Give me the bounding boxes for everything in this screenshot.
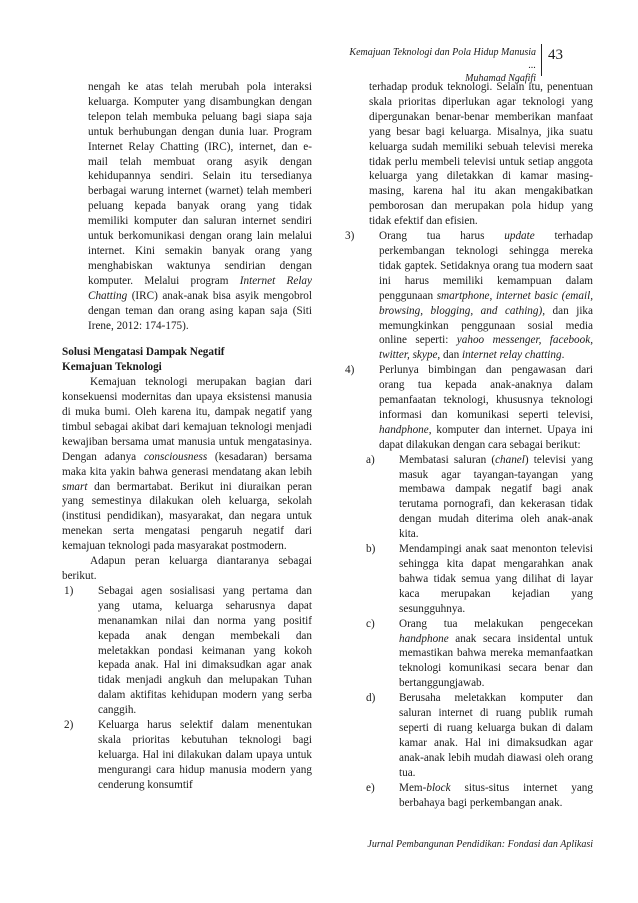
right-column <box>343 80 593 810</box>
section-heading: Solusi Mengatasi Dampak Negatif Kemajuan Teknologi <box>62 346 225 374</box>
list-item: 2) Keluarga harus selektif dalam menentukan skala prioritas kebutuhan teknologi bagi keluarga. Hal ini dilakukan dalam upaya untuk mengurangi cara hidup manusia modern yang cenderung konsumtif <box>64 719 312 791</box>
list-item: 4) Perlunya bimbingan dan pengawasan dari orang tua kepada anak-anaknya dalam pemanfaatan teknologi, khususnya teknologi informasi dan komunikasi seperti televisi, handphone, komputer dan internet. Upaya ini dapat dilakukan dengan cara sebagai berikut: <box>345 364 593 451</box>
sub-list-item: a) Membatasi saluran (chanel) televisi yang masuk agar tayangan-tayangan yang membawa dampak negatif bagi anak terutama pornografi, dan kekerasan tidak dengan mudah diterima oleh anak-anak kita. <box>366 453 593 541</box>
list-item: 3) Orang tua harus update terhadap perkembangan teknologi sehingga mereka tidak gaptek. Setidaknya orang tua modern saat ini harus memiliki kemampuan dalam penggunaan smartphone, internet basic (email, browsing, blogging, and cathing), dan jika memungkinkan penggunaan sosial media online seperti: yahoo messenger, facebook, twitter, skype, dan internet relay chatting. <box>345 230 594 362</box>
sub-list-item: c) Orang tua melakukan pengecekan handphone anak secara insidental untuk memastikan bahwa mereka memanfaatkan teknologi komunikasi secara benar dan bertanggungjawab. <box>366 617 593 690</box>
header-title: Kemajuan Teknologi dan Pola Hidup Manusia ... <box>349 47 536 71</box>
list-item: 1) Sebagai agen sosialisasi yang pertama dan yang utama, keluarga seharusnya dapat menanamkan nilai dan norma yang positif kepada anak dengan membekali dan meletakkan pondasi keimanan yang kokoh kepada anak. Hal ini dimaksudkan agar anak tidak menjadi angkuh dan melupakan Tuhan dalam aktifitas kehidupan modern yang serba canggih. <box>64 584 312 717</box>
continued-paragraph: terhadap produk teknologi. Selain itu, penentuan skala prioritas diperlukan agar teknologi yang dipergunakan benar-benar memberikan manfaat yang besar bagi keluarga. Misalnya, jika suatu keluarga sudah memiliki sebuah televisi mereka tidak perlu membeli televisi untuk setiap anggota keluarga yang diletakkan di kamar masing-masing, karena hal itu akan mengakibatkan pemborosan dan merupakan pola hidup yang tidak efektif dan efisien. <box>369 81 593 228</box>
sub-list-item: d) Berusaha meletakkan komputer dan saluran internet di ruang publik rumah seperti di ruang keluarga bukan di dalam kamar anak. Hal ini dimaksudkan agar anak-anak lebih mudah diawasi oleh orang tua. <box>366 692 593 779</box>
paragraph-2: Adapun peran keluarga diantaranya sebagai berikut. <box>62 555 312 582</box>
page-number: 43 <box>548 47 563 63</box>
header-divider <box>541 44 542 76</box>
journal-footer: Jurnal Pembangunan Pendidikan: Fondasi dan Aplikasi <box>367 839 593 850</box>
sub-list-item: e) Mem-block situs-situs internet yang berbahaya bagi perkembangan anak. <box>366 781 593 809</box>
sub-list-item: b) Mendampingi anak saat menonton televisi sehingga kita dapat mengarahkan anak bahwa tidak semua yang dilihat di layar kaca merupakan kejadian yang sesungguhnya. <box>366 543 593 615</box>
left-column <box>62 80 312 793</box>
header-author: Muhamad Ngafifi <box>465 73 536 84</box>
paragraph-1: Kemajuan teknologi merupakan bagian dari konsekuensi modernitas dan upaya eksistensi manusia di muka bumi. Oleh karena itu, dampak negatif yang timbul sebagai akibat dari kemajuan teknologi menjadi kewajiban bersama umat manusia untuk mengatasinya. Dengan adanya consciousness (kesadaran) bersama maka kita yakin bahwa generasi mendatang akan lebih smart dan bermartabat. Berikut ini diuraikan peran yang semestinya dilakukan oleh keluarga, sekolah (institusi pendidikan), masyarakat, dan negara untuk menekan serta mengatasi pengaruh negatif dari kemajuan teknologi pada masyarakat postmodern. <box>62 376 312 553</box>
continued-paragraph: nengah ke atas telah merubah pola interaksi keluarga. Komputer yang disambungkan dengan telepon telah membuka peluang bagi siapa saja untuk berhubungan dengan dunia luar. Program Internet Relay Chatting (IRC), internet, dan e-mail telah membuat orang asyik dengan kehidupannya sendiri. Selain itu tersedianya berbagai warung internet (warnet) telah memberi peluang kepada banyak orang yang tidak memiliki komputer dan saluran internet sendiri untuk berkomunikasi dengan orang lain melalui internet. Kini semakin banyak orang yang menghabiskan waktunya sendirian dengan komputer. Melalui program Internet Relay Chatting (IRC) anak-anak bisa asyik mengobrol dengan teman dan orang asing kapan saja (Siti Irene, 2012: 174-175). <box>88 81 312 332</box>
